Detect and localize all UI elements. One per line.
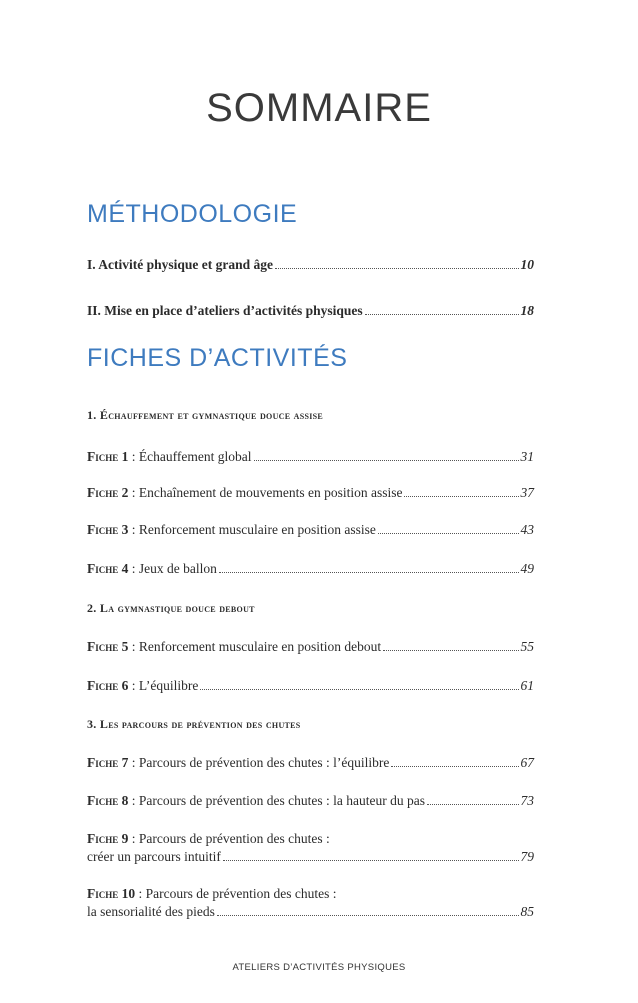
fiche-label: Fiche 2 [87, 485, 129, 500]
separator: : [128, 485, 139, 500]
toc-entry-page: 61 [520, 678, 534, 693]
toc-entry-page: 49 [520, 561, 534, 576]
group-title: 3. Les parcours de prévention des chutes [87, 717, 301, 731]
toc-entry[interactable] [87, 560, 534, 578]
separator: : [128, 449, 139, 464]
toc-entry-text: Parcours de prévention des chutes : [138, 831, 330, 846]
group-title: 1. Échauffement et gymnastique douce assise [87, 408, 324, 422]
toc-entry-text: Parcours de prévention des chutes : l’équilibre [138, 755, 390, 770]
toc-entry[interactable] [87, 754, 534, 772]
toc-entry-page: 67 [520, 755, 534, 770]
separator: : [135, 886, 146, 901]
toc-entry-page: 73 [520, 793, 534, 808]
fiche-label: Fiche 10 [87, 886, 136, 901]
toc-entry-text: I. Activité physique et grand âge [87, 257, 274, 272]
fiche-label: Fiche 3 [87, 522, 129, 537]
toc-entry-page: 18 [520, 303, 534, 318]
toc-entry-page: 85 [520, 904, 534, 919]
methodology-heading: MÉTHODOLOGIE [87, 200, 298, 228]
fiche-label: Fiche 8 [87, 793, 129, 808]
toc-entry-text: Jeux de ballon [138, 561, 217, 576]
separator: : [128, 793, 139, 808]
toc-entry[interactable] [87, 677, 534, 695]
fiche-label: Fiche 7 [87, 755, 129, 770]
toc-entry[interactable] [87, 256, 534, 274]
toc-entry-text: Renforcement musculaire en position debout [138, 639, 382, 654]
separator: : [128, 831, 139, 846]
toc-entry-text: L’équilibre [138, 678, 199, 693]
leader-dots [383, 650, 518, 651]
fiche-label: Fiche 1 [87, 449, 129, 464]
toc-entry-text: Enchaînement de mouvements en position assise [138, 485, 403, 500]
toc-entry-page: 43 [520, 522, 534, 537]
fiche-label: Fiche 5 [87, 639, 129, 654]
toc-entry-text: Parcours de prévention des chutes : la hauteur du pas [138, 793, 425, 808]
toc-entry-text: Renforcement musculaire en position assise [138, 522, 376, 537]
toc-entry[interactable] [87, 792, 534, 810]
separator: : [128, 522, 139, 537]
toc-entry-page: 55 [520, 639, 534, 654]
toc-entry[interactable] [87, 885, 534, 921]
separator: : [128, 639, 139, 654]
leader-dots [391, 766, 518, 767]
toc-entry-page: 37 [520, 485, 534, 500]
page-footer: ATELIERS D’ACTIVITÉS PHYSIQUES [232, 962, 406, 973]
separator: : [128, 561, 139, 576]
leader-dots [378, 533, 519, 534]
toc-entry-text: Parcours de prévention des chutes : [145, 886, 337, 901]
toc-entry[interactable] [87, 302, 534, 320]
page-title: SOMMAIRE [206, 86, 432, 130]
toc-entry[interactable] [87, 830, 534, 866]
leader-dots [254, 460, 519, 461]
leader-dots [427, 804, 519, 805]
separator: : [128, 755, 139, 770]
toc-entry[interactable] [87, 521, 534, 539]
fiche-label: Fiche 9 [87, 831, 129, 846]
fiche-label: Fiche 4 [87, 561, 129, 576]
toc-entry[interactable] [87, 638, 534, 656]
leader-dots [365, 314, 519, 315]
toc-entry-text: Échauffement global [138, 449, 252, 464]
toc-entry-text-line2: la sensorialité des pieds [87, 904, 215, 919]
toc-entry-page: 31 [520, 449, 534, 464]
fiche-label: Fiche 6 [87, 678, 129, 693]
group-title: 2. La gymnastique douce debout [87, 601, 255, 615]
toc-entry-text: II. Mise en place d’ateliers d’activités physiques [87, 303, 363, 318]
leader-dots [217, 915, 519, 916]
leader-dots [223, 860, 519, 861]
toc-entry-page: 10 [520, 257, 534, 272]
toc-entry-page: 79 [520, 849, 534, 864]
toc-entry-text-line2: créer un parcours intuitif [87, 849, 221, 864]
toc-entry[interactable] [87, 484, 534, 502]
leader-dots [219, 572, 519, 573]
toc-entry[interactable] [87, 448, 534, 466]
fiches-heading: FICHES D’ACTIVITÉS [87, 344, 348, 372]
separator: : [128, 678, 139, 693]
leader-dots [275, 268, 518, 269]
leader-dots [404, 496, 518, 497]
leader-dots [200, 689, 518, 690]
